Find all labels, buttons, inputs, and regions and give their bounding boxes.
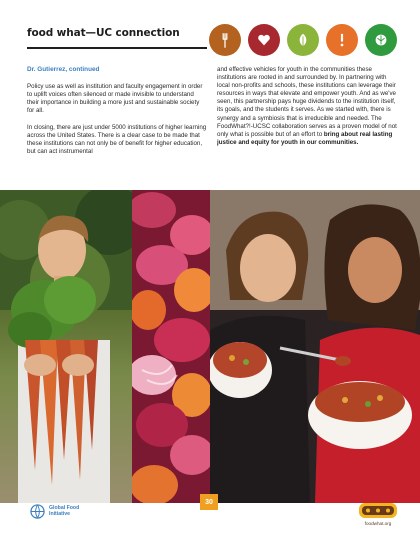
article-paragraph-1: Policy use as well as institution and faculty engagement in order to uplift voices often silenced or made invisible to understand their importance in building a more just and sustainable society for all. xyxy=(27,83,203,113)
photo-youth-with-carrots xyxy=(0,190,132,503)
photo-youth-with-bowls xyxy=(210,190,420,503)
foodwhat-url: foodwhat.org xyxy=(364,521,392,526)
left-logo-line-2: Initiative xyxy=(49,511,71,517)
lettuce-icon xyxy=(365,24,397,56)
fork-icon xyxy=(209,24,241,56)
heart-icon xyxy=(248,24,280,56)
page-number: 30 xyxy=(200,494,218,510)
photo-band xyxy=(0,190,420,503)
global-food-initiative-logo xyxy=(30,502,110,520)
header-rule xyxy=(27,47,207,49)
article-paragraph-3-text: and effective vehicles for youth in the communities these institutions are rooted in and surrounded by. In partnering with local non-profits and schools, these institutions can leverage their resources in ways that elevate and empower youth. And as we've seen, this partnership pays huge dividends to the institution itself, its goals, and the students it serves. As we started with, there is synergy and a symbiosis that is irreducible and needed. The FoodWhat?!-UCSC collaboration serves as a proven model of not only what is possible but of an effort to xyxy=(217,66,397,138)
article-paragraph-3-emphasis: bring about real lasting justice and equity for youth in our communities. xyxy=(217,130,393,146)
globe-logo-icon xyxy=(30,504,45,519)
theme-icon-row xyxy=(209,24,399,56)
photo-beets-closeup xyxy=(132,190,210,503)
foodwhat-logo xyxy=(356,500,400,530)
exclamation-icon xyxy=(326,24,358,56)
left-logo-line-1: Global Food xyxy=(49,505,80,511)
leaf-icon xyxy=(287,24,319,56)
article-paragraph-2: In closing, there are just under 5000 institutions of higher learning across the United States. There is a clear case to be made that these institutions can not only be of benefit for higher education, but can act instrumental xyxy=(27,124,207,156)
article-subhead: Dr. Gutierrez, continued xyxy=(27,66,100,73)
article-paragraph-3 xyxy=(217,66,397,178)
page-header-title: food what—UC connection xyxy=(27,27,180,39)
foodwhat-wordmark-icon xyxy=(356,500,400,522)
